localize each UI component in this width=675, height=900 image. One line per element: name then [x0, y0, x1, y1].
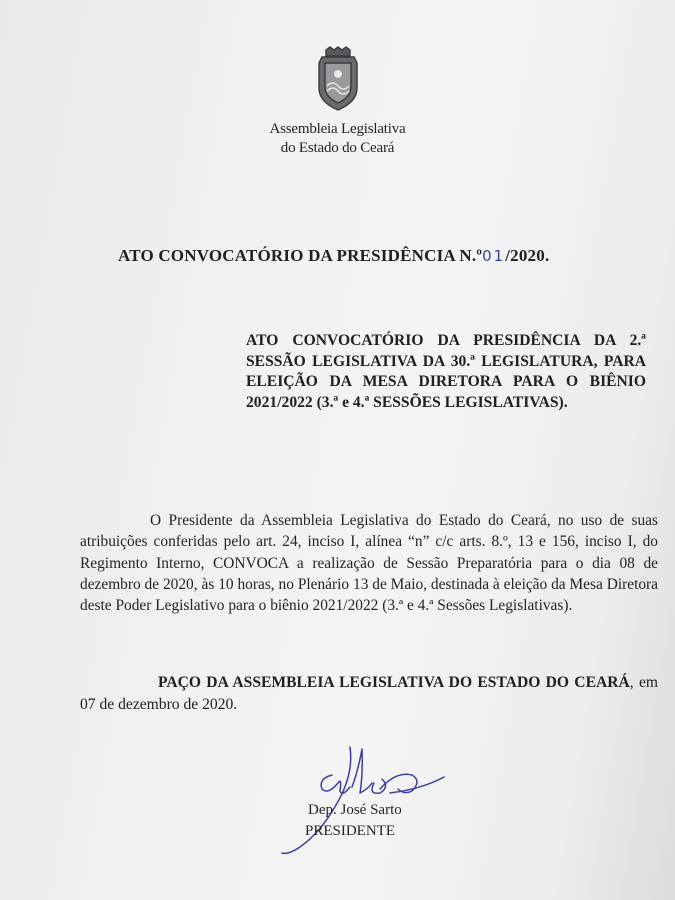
act-summary: ATO CONVOCATÓRIO DA PRESIDÊNCIA DA 2.ª SESSÃO LEGISLATIVA DA 30.ª LEGISLATURA, PARA ELEIÇÃO DA MESA DIRETORA PARA O BIÊNIO 2021/2022 (3.ª e 4.ª SESSÕES LEGISLATIVAS). — [246, 332, 646, 411]
signer-name: Dep. José Sarto — [308, 802, 402, 818]
ceara-coat-of-arms-icon — [313, 46, 363, 112]
act-title — [118, 246, 549, 266]
signer-role: PRESIDENTE — [305, 823, 395, 839]
closing-place: PAÇO DA ASSEMBLEIA LEGISLATIVA DO ESTADO DO CEARÁ — [158, 674, 630, 691]
institution-name-line2: do Estado do Ceará — [280, 140, 395, 156]
signer-block — [305, 800, 402, 842]
act-number: 01 — [482, 247, 506, 265]
closing-paragraph — [80, 672, 658, 715]
act-year: /2020. — [505, 246, 550, 265]
institution-name — [0, 120, 675, 158]
closing-date: , em 07 de dezembro de 2020. — [80, 674, 658, 713]
act-title-text: ATO CONVOCATÓRIO DA PRESIDÊNCIA N.º — [118, 246, 483, 265]
act-body-paragraph: O Presidente da Assembleia Legislativa do Estado do Ceará, no uso de suas atribuições conferidas pelo art. 24, inciso I, alínea “n” c/c arts. 8.º, 13 e 156, inciso I, do Regimento Interno, CONVOCA a realização de Sessão Preparatória para o dia 08 de dezembro de 2020, às 10 horas, no Plenário 13 de Maio, destinada à eleição da Mesa Diretora deste Poder Legislativo para o biênio 2021/2022 (3.ª e 4.ª Sessões Legislativas). — [80, 512, 658, 615]
institution-name-line1: Assembleia Legislativa — [269, 121, 406, 137]
